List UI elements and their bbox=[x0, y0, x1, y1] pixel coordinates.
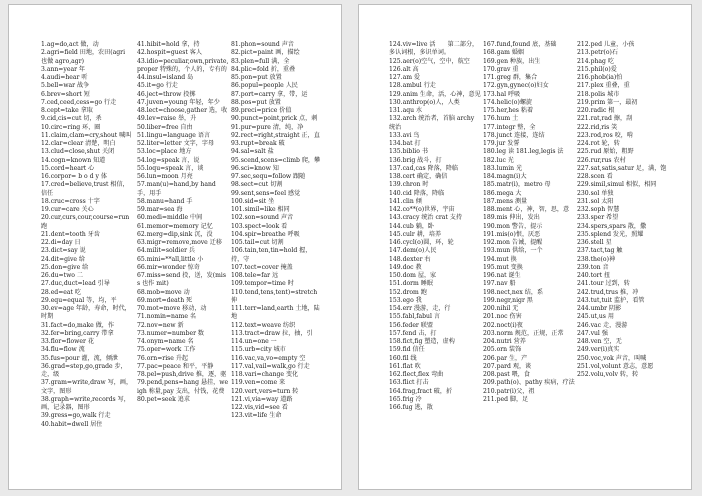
entry: 157.fend 击，打 bbox=[389, 329, 437, 337]
entry: 6.brev=short 短 bbox=[41, 90, 90, 98]
entry: 201.noc 伤害 bbox=[483, 313, 522, 321]
entry: 152.drom 跑 bbox=[389, 288, 427, 296]
entry: 239.ton 音 bbox=[577, 263, 609, 271]
entry: 155.fabl,fabul 言 bbox=[389, 313, 440, 321]
entry: 31.fact=do,make 做，作 bbox=[41, 321, 114, 329]
entry: 246.vac 走，漫游 bbox=[577, 321, 628, 329]
entry: 122.vis,vid=see 看 bbox=[231, 404, 288, 411]
entry: 144.cub 躺，卧 bbox=[389, 222, 435, 230]
entry: 118.vari=change 变化 bbox=[231, 371, 299, 378]
entry: 64.milit=soldier 兵 bbox=[137, 247, 196, 255]
entry: 79.pend,pens=hang 悬挂，weigh 称量,pay 支出，付钱，花费 bbox=[137, 379, 229, 395]
entry: 18.cruc=cross 十字 bbox=[41, 197, 100, 205]
right-column-2 bbox=[483, 41, 575, 404]
entry: 59.mar=sea 海 bbox=[137, 206, 183, 213]
entry: 81.phon=sound 声音 bbox=[231, 41, 294, 48]
entry: 235.splend 发光，照耀 bbox=[577, 230, 644, 238]
entry: 153.ego 我 bbox=[389, 296, 422, 304]
entry: 96.sci=know 知 bbox=[231, 164, 279, 172]
entry: 221.rat,rad 擦，刮 bbox=[577, 115, 633, 123]
entry: 127.am 爱 bbox=[389, 74, 421, 81]
entry: 44.insul=island 岛 bbox=[137, 74, 194, 81]
entry: 244.umbr 阴影 bbox=[577, 305, 622, 312]
entry: 250.voc,vok 声音，叫喊 bbox=[577, 354, 647, 362]
entry: 5.bell=war 战争 bbox=[41, 82, 90, 90]
entry: 176.hum 土 bbox=[483, 115, 519, 123]
left-column-2 bbox=[137, 41, 229, 404]
entry: 28.ed=eat 吃 bbox=[41, 288, 82, 296]
entry: 130.anthrop(o)人，人类 bbox=[389, 98, 460, 106]
entry: 66.mir=wonder 惊奇 bbox=[137, 263, 200, 271]
entry: 231.sol 太阳 bbox=[577, 197, 614, 205]
entry: 52.liter=letter 文字，字母 bbox=[137, 140, 215, 147]
entry: 195.mut 变换 bbox=[483, 263, 523, 271]
entry: 208.past 喂，食 bbox=[483, 371, 530, 378]
entry: 116.vac,va,vo=empty 空 bbox=[231, 354, 306, 362]
entry: 224.rot 轮，转 bbox=[577, 140, 620, 147]
entry: 48.lect=choose,gather 选，收 bbox=[137, 107, 228, 114]
entry: 95.scend,scens=climb 爬，攀 bbox=[231, 156, 321, 164]
right-page bbox=[358, 4, 692, 490]
entry: 245.ut,us 用 bbox=[577, 313, 614, 321]
entry: 84.plic=fold 折，重叠 bbox=[231, 65, 296, 73]
entry: 23.dict=say 说 bbox=[41, 247, 86, 255]
entry: 108.tele=far 远 bbox=[231, 272, 279, 279]
entry: 249.ver(i)真实 bbox=[577, 346, 620, 354]
entry: 71.nomin=name 名 bbox=[137, 313, 197, 321]
entry: 215.phil(o)爱 bbox=[577, 65, 617, 73]
entry: 219.prim 第一，最初 bbox=[577, 98, 638, 106]
entry: 202.noct(i)夜 bbox=[483, 321, 523, 329]
entry: 175.her,hes 粘着 bbox=[483, 107, 534, 114]
entry: 131.aqu 水 bbox=[389, 107, 423, 114]
entry: 37.gram=write,draw 写，画，文字，图形 bbox=[41, 379, 133, 395]
entry: 51.lingu=language 语言 bbox=[137, 131, 211, 139]
entry: 206.par 生，产 bbox=[483, 354, 528, 362]
entry: 4.audi=hear 听 bbox=[41, 74, 88, 81]
entry: 179.jur 发誓 bbox=[483, 140, 520, 147]
entry: 82.pict=paint 画，描绘 bbox=[231, 49, 300, 57]
entry: 213.petr(o)石 bbox=[577, 49, 618, 57]
entry: 193.mun 供给，一个 bbox=[483, 247, 543, 255]
entry: 227.sat,satis,satur 足，满，饱 bbox=[577, 164, 667, 172]
entry: 156.feder 联盟 bbox=[389, 321, 433, 329]
entry: 185.matr(i)，metro 母 bbox=[483, 181, 551, 189]
entry: 237.tact,tag 触 bbox=[577, 247, 623, 255]
entry: 8.cept=take 拿取 bbox=[41, 107, 93, 114]
entry: 103.spect=look 看 bbox=[231, 222, 288, 230]
entry: 154.err 漫游，走，行 bbox=[389, 305, 451, 312]
entry: 167.fund,found 底，基础 bbox=[483, 41, 557, 48]
entry: 192.mon 告诫，提醒 bbox=[483, 239, 543, 246]
entry: 196.nat 诞生 bbox=[483, 272, 521, 279]
entry: 104.spir=breathe 呼吸 bbox=[231, 230, 300, 238]
entry: 20.cur,curs,cour,course=run 跑 bbox=[41, 214, 130, 230]
entry: 123.vit=life 生命 bbox=[231, 412, 282, 420]
entry: 241.tour 过到，转 bbox=[577, 280, 630, 288]
entry: 171.greg 群，集合 bbox=[483, 74, 538, 81]
entry: 121.vi,via=way 道路 bbox=[231, 395, 293, 403]
entry: 133.avi 鸟 bbox=[389, 131, 420, 139]
entry: 30.ev=age 年龄，寿命，时代，时期 bbox=[41, 305, 131, 321]
entry: 33.flor=flower 花 bbox=[41, 338, 94, 345]
entry: 218.polis 城市 bbox=[577, 90, 620, 98]
entry: 187.mens 测量 bbox=[483, 197, 528, 205]
entry: 105.tail=cut 切割 bbox=[231, 239, 284, 246]
entry: 42.hospit=guest 客人 bbox=[137, 49, 202, 57]
entry: 57.man(u)=hand,by hand 手，用手 bbox=[137, 181, 216, 197]
entry: 138.cert 确定，确信 bbox=[389, 173, 448, 180]
entry: 45.it=go 行走 bbox=[137, 82, 178, 90]
entry: 140.cid 降落，降临 bbox=[389, 189, 445, 197]
entry: 139.chron 时 bbox=[389, 181, 429, 189]
entry: 72.nov=new 新 bbox=[137, 321, 184, 329]
entry: 47.juven=young 年轻，年少 bbox=[137, 98, 220, 106]
entry: 251.vol,volunt 意志，意愿 bbox=[577, 362, 654, 370]
entry: 17.cred=believe,trust 相信，信任 bbox=[41, 181, 129, 197]
left-page bbox=[8, 4, 342, 490]
entry: 159.fid 信任 bbox=[389, 346, 425, 354]
entry: 29.equ=equal 等，均，平 bbox=[41, 296, 117, 304]
entry: 161.flat 吹 bbox=[389, 362, 421, 370]
right-column-1 bbox=[389, 41, 481, 412]
entry: 199.negr,nigr 黑 bbox=[483, 296, 533, 304]
entry: 34.flu=flow 流 bbox=[41, 346, 85, 354]
entry: 207.pard 观，谈 bbox=[483, 362, 532, 370]
entry: 191.mis(o)恨，厌恶 bbox=[483, 230, 541, 238]
entry: 229.simil,simul 相似，相同 bbox=[577, 181, 657, 189]
entry: 78.pel=push,drive 推，逐，驱 bbox=[137, 371, 227, 378]
entry: 120.vert,vers=turn 转 bbox=[231, 387, 299, 395]
entry: 240.tort 扭 bbox=[577, 272, 611, 279]
entry: 27.duc,duct=lead 引导 bbox=[41, 280, 110, 288]
entry: 214.phag 吃 bbox=[577, 57, 614, 65]
entry: 35.fus=pour 灌，流，倾泄 bbox=[41, 354, 119, 362]
entry: 126.alt 高 bbox=[389, 65, 419, 73]
entry: 203.norm 规范，正规，正常 bbox=[483, 329, 564, 337]
entry: 210.patr(i)父，祖 bbox=[483, 387, 535, 395]
entry: 75.oper=work 工作 bbox=[137, 346, 196, 354]
left-column-3 bbox=[231, 41, 323, 421]
entry: 252.volu,volv 转，转 bbox=[577, 371, 639, 378]
entry: 2.agri=field 田地，农田(agri 也做 agro,agr) bbox=[41, 49, 126, 65]
entry: 204.nutri 营养 bbox=[483, 338, 526, 345]
entry: 93.rupt=break 破 bbox=[231, 140, 285, 147]
entry: 124.viv=live 活 第二部分，多认词根，多识单词。 bbox=[389, 41, 479, 57]
entry: 46.ject=throw 投掷 bbox=[137, 90, 196, 98]
entry: 223.rod,ros 咬，啃 bbox=[577, 131, 633, 139]
entry: 211.ped 脚，足 bbox=[483, 395, 529, 403]
entry: 188.ment 心，神，智，思，意 bbox=[483, 206, 570, 213]
entry: 189.mis 伸出，发出 bbox=[483, 214, 540, 222]
entry: 129.anim 生命，活，心神，意见 bbox=[389, 90, 481, 98]
entry: 136.brig 战斗，打 bbox=[389, 156, 442, 164]
entry: 178.junct 连接，连结 bbox=[483, 131, 545, 139]
entry: 113.tract=draw 拉，抽，引 bbox=[231, 329, 313, 337]
entry: 89.preci=price 价值 bbox=[231, 107, 292, 114]
entry: 24.dit=give 给 bbox=[41, 255, 86, 263]
entry: 88.pos=put 放置 bbox=[231, 98, 281, 106]
entry: 165.frig 冷 bbox=[389, 395, 422, 403]
entry: 102.son=sound 声音 bbox=[231, 214, 294, 222]
entry: 85.pon=put 放置 bbox=[231, 74, 282, 81]
entry: 180.leg 读 181.leg,legis 法 bbox=[483, 148, 564, 156]
entry: 226.rur,rus 农村 bbox=[577, 156, 626, 164]
entry: 25.don=give 给 bbox=[41, 263, 89, 271]
entry: 107.tect=cover 掩盖 bbox=[231, 263, 293, 271]
entry: 117.val,vail=walk,go 行走 bbox=[231, 362, 310, 370]
entry: 247.vul 强 bbox=[577, 329, 608, 337]
entry: 135.biblio 书 bbox=[389, 148, 428, 156]
entry: 67.miss=send 投，送，发(miss 也作 mit) bbox=[137, 272, 226, 288]
entry: 110.tend,tens,tent)=stretch 伸 bbox=[231, 288, 318, 304]
entry: 238.the(o)神 bbox=[577, 255, 616, 263]
entry: 186.mega 大 bbox=[483, 189, 522, 197]
entry: 160.fil 线 bbox=[389, 354, 417, 362]
entry: 200.nihil 无 bbox=[483, 305, 519, 312]
entry: 158.fict,fig 塑造，虚构 bbox=[389, 338, 455, 345]
entry: 230.sol 单独 bbox=[577, 189, 614, 197]
entry: 26.du=two 二 bbox=[41, 272, 83, 279]
entry: 115.urb=city 城市 bbox=[231, 346, 286, 354]
entry: 143.cracy 统治 crat 支持 bbox=[389, 214, 462, 222]
entry: 216.phob(ia)怕 bbox=[577, 74, 623, 81]
entry: 170.grav 重 bbox=[483, 65, 519, 73]
entry: 146.cycl(o)圆，环，轮 bbox=[389, 239, 454, 246]
entry: 162.flect,flex 弯曲 bbox=[389, 371, 444, 378]
entry: 68.mob=move 动 bbox=[137, 288, 190, 296]
entry: 101.simil=like 相同 bbox=[231, 206, 290, 213]
entry: 169.gen 种族，出生 bbox=[483, 57, 541, 65]
entry: 16.corpor= b o d y 体 bbox=[41, 173, 107, 180]
entry: 142.co**(o)世界，宇宙 bbox=[389, 206, 455, 213]
entry: 9.cid,cis=cut 切，杀 bbox=[41, 115, 102, 123]
entry: 164.frag,fract 破，折 bbox=[389, 387, 453, 395]
entry: 74.onym=name 名 bbox=[137, 338, 194, 345]
entry: 168.gam 婚姻 bbox=[483, 49, 525, 57]
entry: 148.dexter 右 bbox=[389, 255, 431, 263]
entry: 38.graph=write,records 写，画，记录器，图形 bbox=[41, 395, 130, 411]
entry: 49.lev=raise 举，升 bbox=[137, 115, 197, 123]
entry: 22.di=day 日 bbox=[41, 239, 81, 246]
entry: 43.idio=peculiar,own,private,proper 特殊的，个人的，专有的 bbox=[137, 57, 229, 73]
entry: 248.ven 空，无 bbox=[577, 338, 622, 345]
entry: 212.ped 儿童，小孩 bbox=[577, 41, 635, 48]
entry: 32.fer=bring,carry 带拿 bbox=[41, 329, 114, 337]
entry: 92.rect=right,straight 正，直 bbox=[231, 131, 320, 139]
entry: 220.radic 根 bbox=[577, 107, 615, 114]
entry: 12.clar=clear 清楚，明白 bbox=[41, 140, 116, 147]
entry: 69.mort=death 死 bbox=[137, 296, 193, 304]
entry: 222.rid,ris 笑 bbox=[577, 123, 618, 131]
entry: 166.fug 逃，散 bbox=[389, 404, 433, 411]
entry: 114.un=one 一 bbox=[231, 338, 277, 345]
entry: 236.stell 星 bbox=[577, 239, 612, 246]
entry: 147.dem(o)人民 bbox=[389, 247, 437, 255]
entry: 70.mot=move 移动，动 bbox=[137, 305, 207, 312]
entry: 209.path(o)、pathy 疾病，疗法 bbox=[483, 379, 575, 387]
entry: 205.orn 装饰 bbox=[483, 346, 522, 354]
entry: 1.ag=do,act 做，动 bbox=[41, 41, 99, 48]
entry: 11.claim,clam=cry,shout 喊叫 bbox=[41, 131, 132, 139]
entry: 55.loqu=speak 言，谈 bbox=[137, 164, 204, 172]
entry: 91.pur=pure 清，纯，净 bbox=[231, 123, 304, 131]
entry: 177.integr 整，全 bbox=[483, 123, 536, 131]
entry: 83.plen=full 满，全 bbox=[231, 57, 290, 65]
entry: 182.luc 光 bbox=[483, 156, 514, 164]
entry: 109.tempor=time 时 bbox=[231, 280, 294, 288]
entry: 225.rud 原始，粗野 bbox=[577, 148, 634, 156]
entry: 149.doc 教 bbox=[389, 263, 422, 271]
entry: 7.ced,ceed,cess=go 行走 bbox=[41, 98, 117, 106]
entry: 90.punct=point,prick 点，刺 bbox=[231, 115, 318, 123]
entry: 21.dent=tooth 牙齿 bbox=[41, 230, 100, 238]
entry: 151.dorm 睡眠 bbox=[389, 280, 433, 288]
entry: 62.merg=dip,sink 沉，没 bbox=[137, 230, 213, 238]
entry: 15.cord=heart 心 bbox=[41, 164, 95, 172]
entry: 119.ven=come 来 bbox=[231, 379, 286, 387]
entry: 97.sec,sequ=follow 跟随 bbox=[231, 173, 306, 180]
entry: 194.mut 换 bbox=[483, 255, 517, 263]
entry: 163.flict 打击 bbox=[389, 379, 429, 387]
entry: 125.aer(o)空气，空中，航空 bbox=[389, 57, 470, 65]
entry: 172.gyn,gynec(o)妇女 bbox=[483, 82, 549, 90]
entry: 132.arch 统治者，首脑 archy 统治 bbox=[389, 115, 475, 131]
entry: 61.memor=memory 记忆 bbox=[137, 222, 213, 230]
entry: 137.cad,cas 降落，降临 bbox=[389, 164, 459, 172]
entry: 40.habit=dwell 居住 bbox=[41, 420, 103, 428]
entry: 80.pet=seek 追求 bbox=[137, 395, 190, 403]
entry: 14.cogn=known 知道 bbox=[41, 156, 106, 164]
entry: 41.hibit=hold 拿，持 bbox=[137, 41, 200, 48]
entry: 73.numer=number 数 bbox=[137, 329, 205, 337]
entry: 232.soph 智慧 bbox=[577, 206, 620, 213]
entry: 174.helic(o)螺旋 bbox=[483, 98, 533, 106]
entry: 77.pac=peace 和平，平静 bbox=[137, 362, 214, 370]
entry: 112.text=weave 纺织 bbox=[231, 321, 296, 329]
entry: 76.orn=rise 升起 bbox=[137, 354, 189, 362]
entry: 19.cur=care 关心 bbox=[41, 206, 94, 213]
entry: 100.sid=sit 坐 bbox=[231, 197, 275, 205]
entry: 184.magn(i)大 bbox=[483, 173, 527, 180]
entry: 111.terr=land,earth 土地，陆地 bbox=[231, 305, 320, 321]
entry: 50.liber=free 自由 bbox=[137, 123, 193, 131]
entry: 65.mini=**all,little 小 bbox=[137, 255, 204, 263]
entry: 94.sal=salt 盐 bbox=[231, 148, 274, 156]
entry: 197.nav 船 bbox=[483, 280, 516, 288]
entry: 141.clin 倾 bbox=[389, 197, 422, 205]
right-column-3 bbox=[577, 41, 669, 379]
entry: 128.ambul 行走 bbox=[389, 82, 436, 90]
entry: 58.manu=hand 手 bbox=[137, 197, 193, 205]
entry: 10.circ=ring 环，圈 bbox=[41, 123, 101, 131]
entry: 173.hal 呼吸 bbox=[483, 90, 521, 98]
entry: 233.sper 希望 bbox=[577, 214, 619, 222]
entry: 98.sect=cut 切割 bbox=[231, 181, 283, 189]
entry: 86.popul=people 人民 bbox=[231, 82, 298, 90]
entry: 150.dom 屋，家 bbox=[389, 272, 437, 279]
entry: 53.loc=place 地方 bbox=[137, 148, 192, 156]
entry: 39.gress=go,walk 行走 bbox=[41, 412, 111, 420]
entry: 106.tain,ten,tin=hold 握，持，守 bbox=[231, 247, 312, 263]
entry: 60.medi=middle 中间 bbox=[137, 214, 203, 222]
entry: 228.scen 看 bbox=[577, 173, 613, 180]
entry: 56.lun=moon 月亮 bbox=[137, 173, 193, 180]
entry: 234.spers,spars 散，撒 bbox=[577, 222, 647, 230]
entry: 242.trud,trus 推，冲 bbox=[577, 288, 639, 296]
entry: 99.sent,sens=feel 感觉 bbox=[231, 189, 301, 197]
entry: 13.clud=close,shut 关闭 bbox=[41, 148, 115, 156]
entry: 145.culr 耕，培养 bbox=[389, 230, 442, 238]
entry: 183.lumin 光 bbox=[483, 164, 523, 172]
entry: 134.bat 打 bbox=[389, 140, 421, 147]
entry: 243.tut,tuit 监护，看管 bbox=[577, 296, 645, 304]
entry: 36.grad=step,go,grade 步，走，级 bbox=[41, 362, 127, 378]
entry: 63.migr=remove,move 迁移 bbox=[137, 239, 222, 246]
entry: 217.plex 重叠，重 bbox=[577, 82, 630, 90]
left-column-1 bbox=[41, 41, 133, 429]
entry: 3.ann=year 年 bbox=[41, 65, 86, 73]
entry: 190.mon 警告，提示 bbox=[483, 222, 543, 230]
entry: 54.log=speak 言，说 bbox=[137, 156, 200, 164]
entry: 87.port=carry 拿，带，运 bbox=[231, 90, 308, 98]
entry: 198.nect,nex 结，系 bbox=[483, 288, 544, 296]
